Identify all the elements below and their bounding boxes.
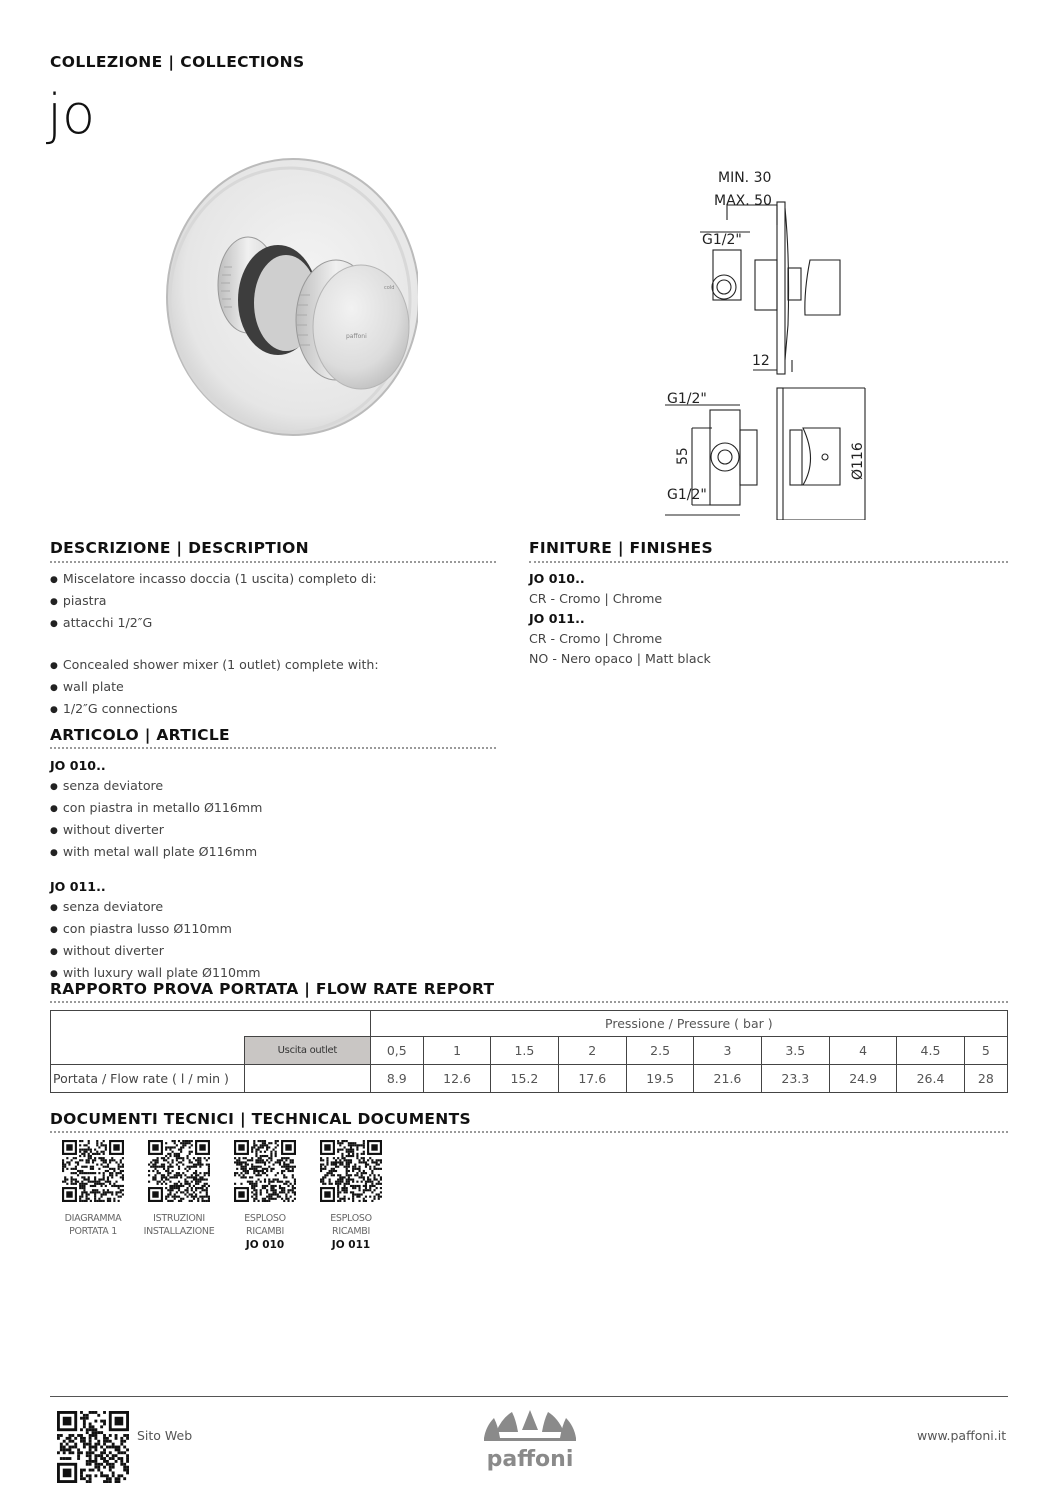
dim-diameter: Ø116 [850, 442, 866, 480]
pressure-cell: 1.5 [491, 1037, 558, 1065]
product-name: jo [47, 83, 96, 146]
doc-code: JO 010 [245, 1239, 285, 1251]
table-corner [51, 1011, 371, 1037]
doc-label-line: DIAGRAMMA [64, 1213, 122, 1224]
outlet-label: Uscita outlet [245, 1037, 371, 1065]
article-code: JO 010.. [50, 758, 106, 773]
pressure-cell: 2 [558, 1037, 626, 1065]
flow-rate-cell: 8.9 [370, 1065, 423, 1093]
pressure-cell: 0,5 [370, 1037, 423, 1065]
table-row [51, 1037, 1008, 1065]
divider [50, 561, 496, 563]
flow-rate-cell: 28 [964, 1065, 1007, 1093]
description-title: DESCRIZIONE | DESCRIPTION [50, 539, 309, 557]
doc-label [308, 1212, 394, 1238]
finish-item: CR - Cromo | Chrome [529, 631, 663, 646]
paffoni-logo [482, 1408, 578, 1474]
article-item: ● con piastra lusso Ø110mm [50, 919, 262, 941]
divider [50, 1131, 1008, 1133]
flow-rate-cell: 19.5 [626, 1065, 693, 1093]
doc-label [50, 1212, 136, 1238]
pressure-cell: 3.5 [761, 1037, 829, 1065]
tech-doc-item[interactable] [308, 1140, 394, 1252]
website-url[interactable]: www.paffoni.it [917, 1428, 1007, 1443]
article-item: ● con piastra in metallo Ø116mm [50, 798, 262, 820]
row-label: Portata / Flow rate ( l / min ) [51, 1065, 245, 1093]
dim-thread-left-top: G1/2" [667, 391, 707, 407]
doc-label-line: RICAMBI [332, 1226, 370, 1237]
dim-min: MIN. 30 [718, 170, 772, 186]
article-item: ● senza deviatore [50, 897, 262, 919]
flow-rate-cell: 12.6 [423, 1065, 490, 1093]
svg-text:paffoni: paffoni [346, 333, 367, 340]
finish-item: CR - Cromo | Chrome [529, 591, 663, 606]
finish-code: JO 011.. [529, 611, 585, 626]
flow-report-title: RAPPORTO PROVA PORTATA | FLOW RATE REPORT [50, 980, 495, 998]
qr-code[interactable] [320, 1140, 382, 1202]
finish-code: JO 010.. [529, 571, 585, 586]
divider [529, 561, 1008, 563]
description-item: ● piastra [50, 591, 379, 613]
dim-thread-top: G1/2" [702, 232, 742, 248]
finishes-title: FINITURE | FINISHES [529, 539, 713, 557]
table-row [51, 1065, 1008, 1093]
pressure-cell: 4.5 [897, 1037, 964, 1065]
footer-divider [50, 1396, 1008, 1397]
description-item: ● Concealed shower mixer (1 outlet) complete with: [50, 655, 379, 677]
pressure-cell: 3 [694, 1037, 761, 1065]
flow-rate-cell: 23.3 [761, 1065, 829, 1093]
product-image [158, 155, 418, 440]
pressure-cell: 5 [964, 1037, 1007, 1065]
brand-wordmark: paffoni [486, 1447, 574, 1472]
pressure-cell: 4 [829, 1037, 896, 1065]
collection-label: COLLEZIONE | COLLECTIONS [50, 53, 305, 71]
article-item: ● with luxury wall plate Ø110mm [50, 963, 262, 985]
pressure-header: Pressione / Pressure ( bar ) [370, 1011, 1007, 1037]
pressure-cell: 1 [423, 1037, 490, 1065]
qr-code[interactable] [62, 1140, 124, 1202]
doc-label-line: ESPLOSO [330, 1213, 372, 1224]
article-item: ● with metal wall plate Ø116mm [50, 842, 262, 864]
article-item: ● without diverter [50, 820, 262, 842]
flow-rate-cell: 21.6 [694, 1065, 761, 1093]
tech-docs-title: DOCUMENTI TECNICI | TECHNICAL DOCUMENTS [50, 1110, 471, 1128]
doc-code: JO 011 [331, 1239, 371, 1251]
divider [50, 1001, 1008, 1003]
description-list [50, 569, 379, 721]
doc-label [136, 1212, 222, 1238]
website-qr-code[interactable] [57, 1411, 129, 1483]
flow-rate-cell: 15.2 [491, 1065, 558, 1093]
description-item: ● Miscelatore incasso doccia (1 uscita) completo di: [50, 569, 379, 591]
pressure-cell: 2.5 [626, 1037, 693, 1065]
qr-code[interactable] [234, 1140, 296, 1202]
flow-rate-cell: 17.6 [558, 1065, 626, 1093]
dim-thread-left-bottom: G1/2" [667, 487, 707, 503]
doc-label-line: PORTATA 1 [69, 1226, 117, 1237]
article-title: ARTICOLO | ARTICLE [50, 726, 230, 744]
website-label: Sito Web [137, 1428, 193, 1443]
technical-drawing [640, 160, 880, 520]
doc-label-line: ESPLOSO [244, 1213, 286, 1224]
dim-max: MAX. 50 [714, 193, 772, 209]
doc-label-line: INSTALLAZIONE [143, 1226, 215, 1237]
description-item: ● 1/2″G connections [50, 699, 379, 721]
flow-rate-cell: 24.9 [829, 1065, 896, 1093]
tech-docs-list [50, 1140, 394, 1252]
article-item: ● without diverter [50, 941, 262, 963]
doc-label-line: ISTRUZIONI [153, 1213, 205, 1224]
tech-doc-item[interactable] [222, 1140, 308, 1252]
finish-item: NO - Nero opaco | Matt black [529, 651, 711, 666]
knob-cap [313, 265, 409, 389]
tech-doc-item[interactable] [50, 1140, 136, 1252]
divider [50, 747, 496, 749]
dim-depth: 12 [752, 353, 770, 369]
description-item: ● attacchi 1/2″G [50, 613, 379, 635]
tech-doc-item[interactable] [136, 1140, 222, 1252]
flow-rate-table [50, 1010, 1008, 1093]
svg-text:cold: cold [384, 285, 395, 291]
doc-label [222, 1212, 308, 1238]
article-list [50, 756, 262, 985]
qr-code[interactable] [148, 1140, 210, 1202]
description-item: ● wall plate [50, 677, 379, 699]
flow-rate-cell: 26.4 [897, 1065, 964, 1093]
dim-spacing: 55 [675, 447, 691, 465]
finishes-list [529, 569, 711, 669]
article-item: ● senza deviatore [50, 776, 262, 798]
doc-label-line: RICAMBI [246, 1226, 284, 1237]
article-code: JO 011.. [50, 879, 106, 894]
